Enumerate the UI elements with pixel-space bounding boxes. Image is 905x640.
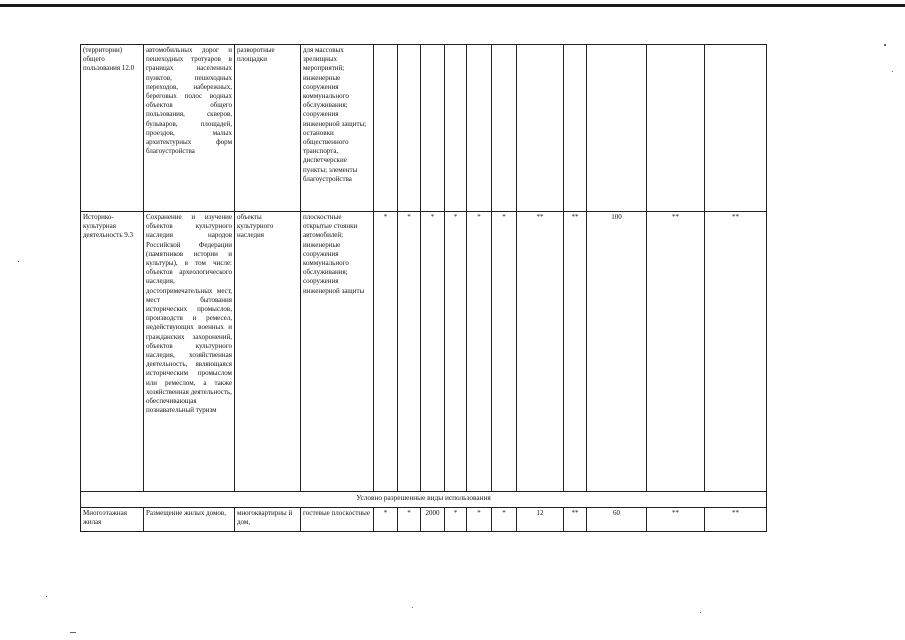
- auxiliary-cell: плоскостные открытые стоянки автомобилей; инженерные сооружения коммунального обслуживания; сооружения инженерной защиты: [301, 212, 374, 492]
- top-border-line: [0, 4, 905, 7]
- param-cell: [467, 45, 492, 212]
- auxiliary-cell: для массовых зрелищных мероприятий; инженерные сооружения коммунального обслуживания; сооружения инженерной защиты; остановки общественного транспорта, диспетчерские пункты; элементы благоустройства: [301, 45, 374, 212]
- scan-speck: [70, 632, 76, 633]
- scan-speck: [46, 596, 47, 597]
- table-row: [81, 45, 767, 212]
- param-cell: 2000: [421, 508, 445, 532]
- param-cell: 100: [587, 212, 647, 492]
- param-cell: [374, 45, 398, 212]
- param-cell: [421, 45, 445, 212]
- zone-cell: (территории) общего пользования 12.0: [81, 45, 144, 212]
- param-cell: *: [445, 212, 467, 492]
- param-cell: *: [398, 212, 421, 492]
- scan-speck: [18, 261, 19, 262]
- param-cell: *: [445, 508, 467, 532]
- param-cell: **: [517, 212, 564, 492]
- param-cell: 60: [587, 508, 647, 532]
- objects-cell: разворотные площадки: [235, 45, 301, 212]
- param-cell: [517, 45, 564, 212]
- param-cell: **: [564, 212, 587, 492]
- param-cell: [445, 45, 467, 212]
- table-row: [81, 508, 767, 532]
- param-cell: **: [647, 508, 705, 532]
- scan-speck: [700, 612, 701, 613]
- scan-speck: [884, 44, 886, 46]
- param-cell: **: [705, 212, 767, 492]
- param-cell: *: [374, 508, 398, 532]
- param-cell: [705, 45, 767, 212]
- land-use-regulations-table: [80, 44, 767, 532]
- param-cell: [647, 45, 705, 212]
- param-cell: [564, 45, 587, 212]
- scan-speck: [892, 71, 893, 72]
- param-cell: [587, 45, 647, 212]
- param-cell: **: [564, 508, 587, 532]
- auxiliary-cell: гостевые плоскостные: [301, 508, 374, 532]
- param-cell: *: [467, 508, 492, 532]
- param-cell: *: [398, 508, 421, 532]
- param-cell: *: [467, 212, 492, 492]
- param-cell: *: [492, 212, 517, 492]
- description-cell: автомобильных дорог и пешеходных тротуаров в границах населенных пунктов, пешеходных переходов, набережных, береговых полос водных объектов общего пользования, скверов, бульваров, площадей, проездов, малых архитектурных форм благоустройства: [144, 45, 235, 212]
- param-cell: *: [421, 212, 445, 492]
- zone-cell: Историко-культурная деятельность 9.3: [81, 212, 144, 492]
- param-cell: **: [647, 212, 705, 492]
- param-cell: 12: [517, 508, 564, 532]
- param-cell: **: [705, 508, 767, 532]
- section-row: [81, 492, 767, 508]
- param-cell: *: [374, 212, 398, 492]
- zone-cell: Многоэтажная жилая: [81, 508, 144, 532]
- objects-cell: объекты культурного наследия: [235, 212, 301, 492]
- objects-cell: многоквартирны й дом,: [235, 508, 301, 532]
- param-cell: [398, 45, 421, 212]
- description-cell: Сохранение и изучение объектов культурного наследия народов Российской Федерации (памятников истории и культуры), в том числе: объектов археологического наследия, достопримечательных мест, мест бытования исторических промыслов, производств и ремесел, недействующих военных и гражданских захоронений, объектов культурного наследия, хозяйственная деятельность, являющаяся историческим промыслом или ремеслом, а также хозяйственная деятельность, обеспечивающая познавательный туризм: [144, 212, 235, 492]
- table-row: [81, 212, 767, 492]
- description-cell: Размещение жилых домов,: [144, 508, 235, 532]
- param-cell: *: [492, 508, 517, 532]
- param-cell: [492, 45, 517, 212]
- scan-speck: [412, 607, 413, 608]
- section-title: Условно разрешенные виды использования: [81, 492, 767, 508]
